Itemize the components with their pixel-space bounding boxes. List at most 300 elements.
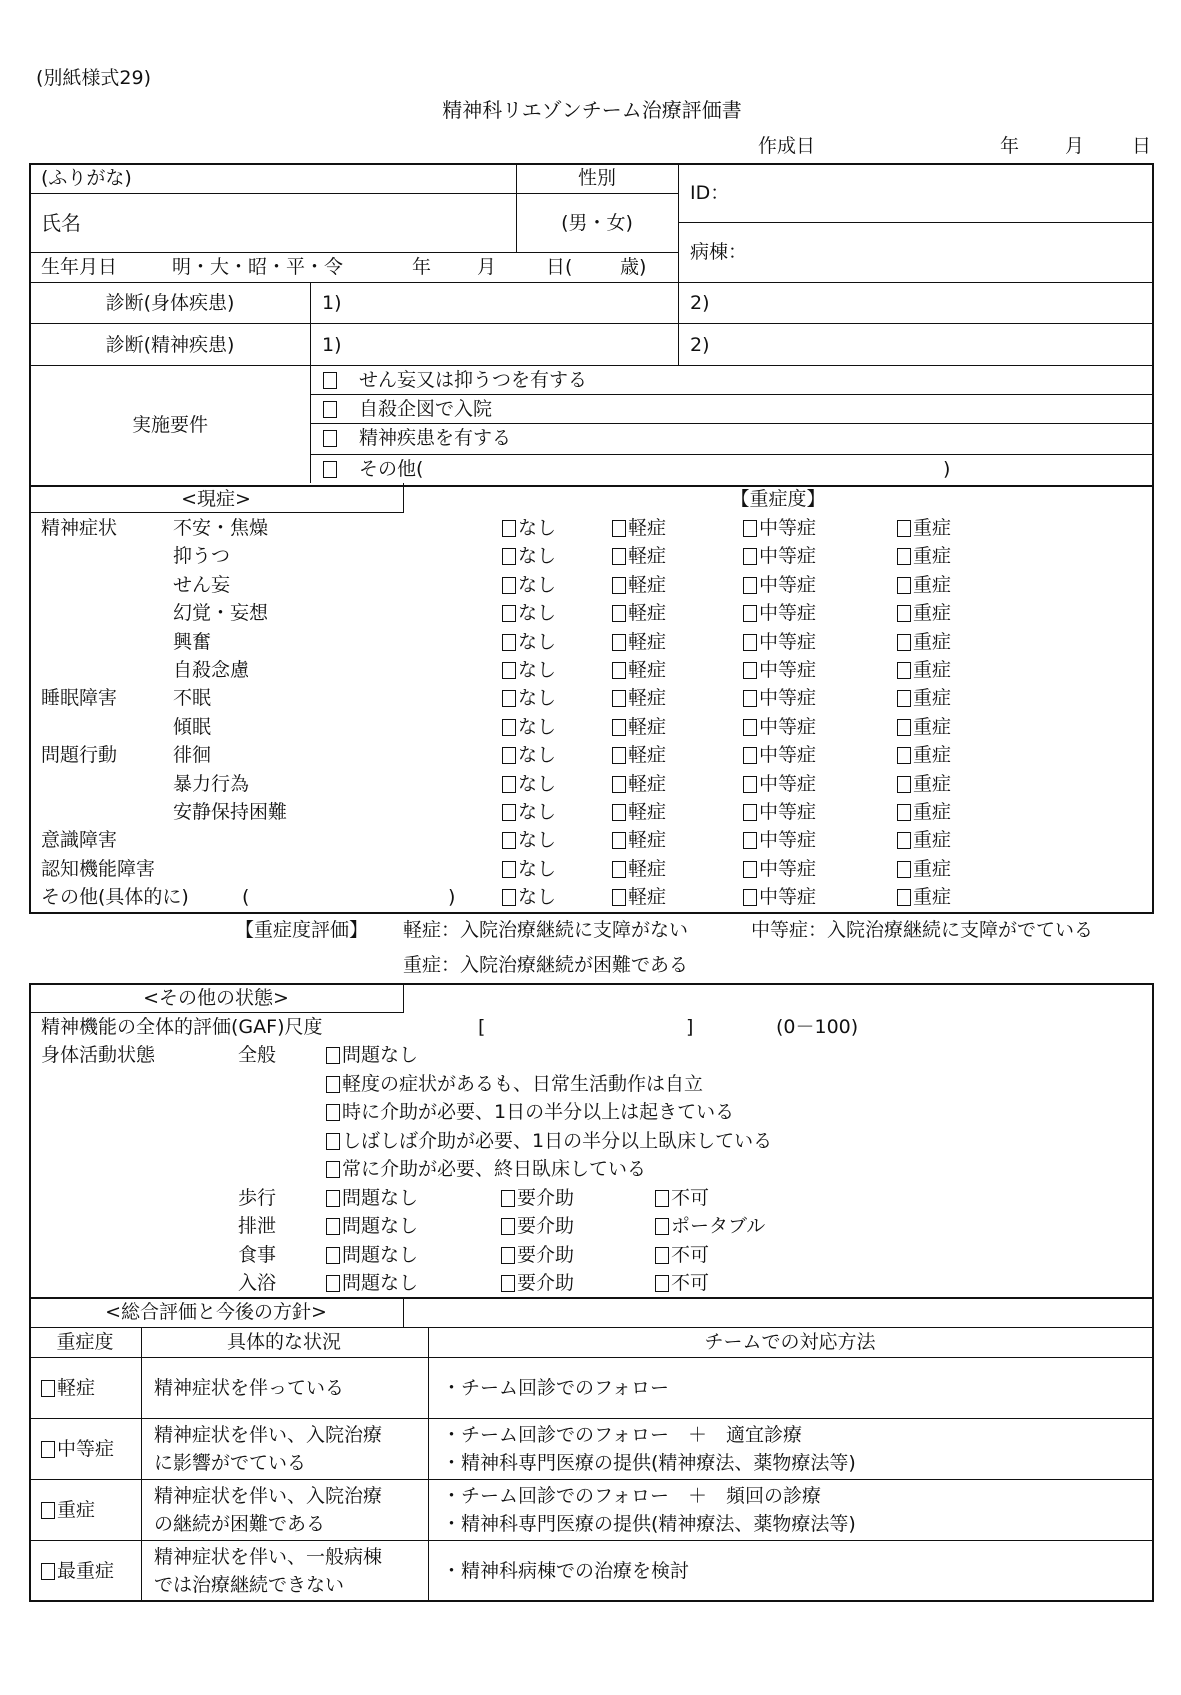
checkbox[interactable]	[326, 1218, 340, 1235]
symptoms-header: <現症>	[181, 488, 251, 510]
checkbox[interactable]	[41, 1502, 55, 1519]
requirement-label: せん妄又は抑うつを有する	[359, 369, 588, 391]
checkbox-label: 軽症	[628, 886, 667, 909]
checkbox[interactable]	[326, 1076, 340, 1093]
summary-response: ・チーム回診でのフォロー	[442, 1376, 670, 1399]
checkbox-label: なし	[518, 630, 557, 653]
created-month: 月	[1065, 135, 1085, 157]
checkbox[interactable]	[502, 605, 516, 622]
checkbox-label: 要介助	[517, 1187, 575, 1209]
adl-option[interactable]	[326, 1272, 418, 1294]
checkbox[interactable]	[501, 1190, 515, 1207]
severity-option-3[interactable]	[897, 602, 951, 624]
requirement-item[interactable]	[323, 427, 511, 449]
checkbox-label: 時に介助が必要、1日の半分以上は起きている	[342, 1101, 735, 1123]
severity-option-1[interactable]	[612, 744, 666, 766]
checkbox[interactable]	[41, 1380, 55, 1397]
checkbox[interactable]	[743, 776, 757, 793]
severity-option-2[interactable]	[743, 829, 816, 851]
checkbox[interactable]	[897, 634, 911, 651]
severity-option-3[interactable]	[897, 886, 951, 908]
checkbox[interactable]	[323, 461, 337, 478]
checkbox[interactable]	[743, 520, 757, 537]
checkbox-label: 重症	[913, 801, 952, 823]
gaf-input[interactable]	[490, 1014, 680, 1040]
symptom-item: 安静保持困難	[173, 801, 288, 823]
adl-option[interactable]	[326, 1215, 418, 1237]
checkbox[interactable]	[612, 634, 626, 651]
symptom-category: 認知機能障害	[41, 857, 156, 880]
summary-response: ・精神科病棟での治療を検討	[442, 1559, 690, 1582]
checkbox[interactable]	[743, 577, 757, 594]
checkbox-label: 重症	[913, 545, 952, 568]
adl-option[interactable]	[501, 1244, 574, 1266]
checkbox-label: 重症	[913, 573, 952, 596]
row-divider	[29, 1479, 1152, 1480]
severity-option-2[interactable]	[743, 773, 816, 795]
symptom-category: 意識障害	[41, 829, 118, 852]
checkbox[interactable]	[743, 832, 757, 849]
checkbox[interactable]	[743, 690, 757, 707]
checkbox-label: なし	[518, 829, 557, 852]
summary-severity-option[interactable]	[41, 1438, 114, 1460]
gaf-close: ]	[686, 1016, 694, 1038]
checkbox[interactable]	[743, 662, 757, 679]
summary-col-response: チームでの対応方法	[704, 1331, 876, 1353]
severity-option-1[interactable]	[612, 801, 666, 823]
severity-option-2[interactable]	[743, 602, 816, 624]
checkbox[interactable]	[326, 1133, 340, 1150]
severity-eval-severe: 重症：入院治療継続が困難である	[403, 954, 689, 976]
symptom-item: 暴力行為	[173, 772, 250, 795]
adl-option[interactable]	[326, 1244, 418, 1266]
checkbox[interactable]	[41, 1441, 55, 1458]
general-label: 全般	[238, 1044, 277, 1066]
severity-option-2[interactable]	[743, 659, 816, 681]
severity-option-1[interactable]	[612, 829, 666, 851]
requirement-label: その他(	[359, 458, 424, 480]
checkbox-label: なし	[518, 744, 557, 767]
checkbox-label: 重症	[913, 715, 952, 738]
checkbox[interactable]	[743, 861, 757, 878]
checkbox[interactable]	[612, 548, 626, 565]
checkbox[interactable]	[326, 1190, 340, 1207]
checkbox[interactable]	[501, 1247, 515, 1264]
checkbox-label: なし	[518, 602, 557, 625]
checkbox-label: なし	[518, 687, 557, 710]
severity-option-1[interactable]	[612, 687, 666, 709]
checkbox-label: 軽症	[628, 602, 667, 625]
checkbox[interactable]	[502, 634, 516, 651]
checkbox[interactable]	[743, 747, 757, 764]
checkbox-label: 軽症	[628, 801, 667, 823]
general-option[interactable]	[326, 1130, 772, 1152]
symptom-item: 不安・焦燥	[173, 517, 269, 539]
severity-option-1[interactable]	[612, 886, 666, 908]
severity-header: 【重症度】	[730, 488, 826, 510]
checkbox[interactable]	[743, 605, 757, 622]
severity-option-3[interactable]	[897, 545, 951, 567]
checkbox-label: 問題なし	[342, 1243, 419, 1266]
checkbox-label: 軽症	[628, 517, 667, 539]
symptom-item-close: )	[448, 886, 456, 909]
symptom-item: せん妄	[173, 573, 231, 596]
adl-option[interactable]	[326, 1187, 418, 1209]
checkbox-label: 中等症	[759, 772, 817, 795]
birthdate-era[interactable]: 明・大・昭・平・令	[172, 256, 344, 278]
checkbox[interactable]	[501, 1218, 515, 1235]
severity-option-0[interactable]	[502, 517, 556, 539]
severity-eval-mild: 軽症：入院治療継続に支障がない	[403, 919, 689, 941]
created-day: 日	[1132, 135, 1152, 157]
checkbox[interactable]	[612, 719, 626, 736]
checkbox-label: 重症	[913, 517, 952, 539]
checkbox[interactable]	[326, 1047, 340, 1064]
severity-option-1[interactable]	[612, 574, 666, 596]
diagnosis-mental-2[interactable]: 2)	[690, 334, 710, 356]
checkbox[interactable]	[897, 832, 911, 849]
severity-option-1[interactable]	[612, 773, 666, 795]
checkbox[interactable]	[897, 548, 911, 565]
checkbox-label: 中等症	[759, 659, 817, 681]
checkbox-label: 中等症	[759, 801, 817, 823]
adl-option[interactable]	[501, 1187, 574, 1209]
other-state-header: <その他の状態>	[143, 987, 289, 1009]
symptom-category: 睡眠障害	[41, 687, 118, 710]
severity-option-3[interactable]	[897, 716, 951, 738]
checkbox-label: 中等症	[759, 829, 817, 852]
summary-situation: の継続が困難である	[154, 1512, 326, 1535]
summary-severity-option[interactable]	[41, 1377, 95, 1399]
checkbox-label: 常に介助が必要、終日臥床している	[342, 1158, 647, 1180]
checkbox-label: 軽症	[628, 545, 667, 568]
diagnosis-physical-1[interactable]: 1)	[322, 292, 342, 314]
checkbox[interactable]	[612, 832, 626, 849]
severity-option-3[interactable]	[897, 773, 951, 795]
severity-option-2[interactable]	[743, 545, 816, 567]
adl-option[interactable]	[655, 1272, 709, 1294]
checkbox-label: 軽症	[57, 1376, 96, 1399]
checkbox[interactable]	[326, 1247, 340, 1264]
name-field[interactable]: 氏名	[41, 211, 81, 235]
checkbox[interactable]	[612, 747, 626, 764]
checkbox[interactable]	[502, 690, 516, 707]
checkbox[interactable]	[612, 605, 626, 622]
checkbox[interactable]	[41, 1563, 55, 1580]
severity-option-0[interactable]	[502, 801, 556, 823]
checkbox[interactable]	[655, 1275, 669, 1292]
checkbox[interactable]	[326, 1275, 340, 1292]
checkbox[interactable]	[502, 776, 516, 793]
checkbox[interactable]	[897, 776, 911, 793]
checkbox-label: 中等症	[759, 630, 817, 653]
requirements-label: 実施要件	[131, 414, 209, 436]
severity-option-2[interactable]	[743, 886, 816, 908]
checkbox-label: 中等症	[759, 744, 817, 767]
checkbox-label: なし	[518, 573, 557, 596]
requirement-item[interactable]	[323, 369, 587, 391]
checkbox-label: 重症	[57, 1498, 96, 1521]
checkbox-label: なし	[518, 517, 557, 539]
checkbox-label: 中等症	[57, 1437, 115, 1460]
checkbox[interactable]	[501, 1275, 515, 1292]
symptom-item: 傾眠	[173, 715, 212, 738]
checkbox-label: なし	[518, 772, 557, 795]
adl-option[interactable]	[655, 1187, 709, 1209]
general-option[interactable]	[326, 1073, 703, 1095]
severity-option-0[interactable]	[502, 886, 556, 908]
checkbox-label: なし	[518, 801, 557, 823]
checkbox-label: 不可	[671, 1187, 710, 1209]
severity-eval-moderate: 中等症：入院治療継続に支障がでている	[751, 919, 1094, 941]
id-field[interactable]: ID：	[690, 182, 730, 204]
checkbox-label: しばしば介助が必要、1日の半分以上臥床している	[342, 1129, 773, 1152]
severity-option-3[interactable]	[897, 687, 951, 709]
checkbox[interactable]	[612, 690, 626, 707]
checkbox[interactable]	[655, 1247, 669, 1264]
checkbox-label: 問題なし	[342, 1215, 419, 1238]
severity-option-2[interactable]	[743, 744, 816, 766]
sex-options[interactable]: (男・女)	[561, 212, 633, 234]
checkbox[interactable]	[897, 861, 911, 878]
checkbox-label: なし	[518, 659, 557, 681]
checkbox-label: ポータブル	[671, 1215, 766, 1238]
checkbox[interactable]	[326, 1104, 340, 1121]
checkbox[interactable]	[655, 1218, 669, 1235]
summary-situation: 精神症状を伴い、一般病棟	[154, 1545, 383, 1568]
ward-field[interactable]: 病棟：	[690, 241, 748, 263]
created-year: 年	[1000, 135, 1020, 157]
checkbox-label: 中等症	[759, 715, 817, 738]
general-option[interactable]	[326, 1044, 418, 1066]
severity-option-2[interactable]	[743, 858, 816, 880]
checkbox[interactable]	[612, 861, 626, 878]
checkbox-label: 問題なし	[342, 1187, 419, 1209]
severity-option-2[interactable]	[743, 631, 816, 653]
adl-option[interactable]	[655, 1244, 709, 1266]
checkbox-label: 中等症	[759, 545, 817, 568]
created-date-label: 作成日	[758, 135, 816, 157]
severity-option-1[interactable]	[612, 716, 666, 738]
requirement-item[interactable]	[323, 458, 423, 480]
furigana-field[interactable]: (ふりがな)	[41, 167, 132, 189]
checkbox[interactable]	[502, 889, 516, 906]
severity-option-0[interactable]	[502, 659, 556, 681]
severity-option-0[interactable]	[502, 574, 556, 596]
severity-option-1[interactable]	[612, 631, 666, 653]
summary-response: ・精神科専門医療の提供(精神療法、薬物療法等)	[442, 1512, 856, 1535]
severity-option-0[interactable]	[502, 744, 556, 766]
severity-option-0[interactable]	[502, 687, 556, 709]
symptom-item: 興奮	[173, 630, 212, 653]
checkbox[interactable]	[502, 577, 516, 594]
severity-option-3[interactable]	[897, 829, 951, 851]
severity-eval-label: 【重症度評価】	[235, 919, 369, 941]
checkbox[interactable]	[502, 662, 516, 679]
checkbox-label: 軽度の症状があるも、日常生活動作は自立	[342, 1072, 704, 1095]
checkbox[interactable]	[897, 605, 911, 622]
severity-option-0[interactable]	[502, 716, 556, 738]
requirement-other-close: )	[943, 458, 951, 480]
summary-response: ・チーム回診でのフォロー ＋ 適宜診療	[442, 1423, 803, 1446]
symptom-other-input[interactable]	[256, 884, 441, 910]
summary-severity-option[interactable]	[41, 1499, 95, 1521]
severity-option-2[interactable]	[743, 517, 816, 539]
checkbox-label: 問題なし	[342, 1272, 419, 1295]
severity-option-0[interactable]	[502, 829, 556, 851]
general-option[interactable]	[326, 1101, 734, 1123]
checkbox[interactable]	[323, 401, 337, 418]
checkbox[interactable]	[502, 548, 516, 565]
checkbox-label: 重症	[913, 744, 952, 767]
checkbox[interactable]	[502, 804, 516, 821]
gaf-open: [	[478, 1016, 486, 1038]
summary-col-situation: 具体的な状況	[226, 1331, 342, 1353]
severity-option-2[interactable]	[743, 716, 816, 738]
checkbox-label: 要介助	[517, 1272, 575, 1295]
checkbox-label: 軽症	[628, 829, 667, 852]
checkbox[interactable]	[897, 719, 911, 736]
severity-option-0[interactable]	[502, 545, 556, 567]
checkbox[interactable]	[897, 889, 911, 906]
severity-option-1[interactable]	[612, 659, 666, 681]
summary-severity-option[interactable]	[41, 1560, 114, 1582]
checkbox[interactable]	[612, 577, 626, 594]
checkbox[interactable]	[743, 719, 757, 736]
checkbox-label: 重症	[913, 772, 952, 795]
checkbox[interactable]	[502, 747, 516, 764]
checkbox[interactable]	[502, 719, 516, 736]
symptom-item: 徘徊	[173, 744, 212, 767]
summary-response: ・チーム回診でのフォロー ＋ 頻回の診療	[442, 1484, 822, 1507]
symptom-category: その他(具体的に)	[41, 886, 189, 909]
severity-option-3[interactable]	[897, 574, 951, 596]
checkbox-label: 重症	[913, 659, 952, 681]
severity-option-0[interactable]	[502, 858, 556, 880]
checkbox[interactable]	[743, 634, 757, 651]
severity-option-3[interactable]	[897, 744, 951, 766]
birthdate-label: 生年月日	[41, 256, 118, 278]
severity-option-3[interactable]	[897, 631, 951, 653]
diagnosis-physical-label: 診断(身体疾患)	[105, 292, 235, 314]
severity-option-2[interactable]	[743, 574, 816, 596]
diagnosis-mental-label: 診断(精神疾患)	[105, 334, 235, 356]
checkbox[interactable]	[612, 804, 626, 821]
checkbox-label: 軽症	[628, 573, 667, 596]
checkbox-label: なし	[518, 545, 557, 568]
checkbox-label: 軽症	[628, 744, 667, 767]
severity-option-3[interactable]	[897, 858, 951, 880]
adl-option[interactable]	[501, 1272, 574, 1294]
symptom-item: 抑うつ	[173, 545, 231, 568]
birth-age: 歳)	[620, 256, 647, 278]
adl-option[interactable]	[655, 1215, 765, 1237]
checkbox-label: 軽症	[628, 659, 667, 681]
checkbox-label: 重症	[913, 857, 952, 880]
severity-option-3[interactable]	[897, 659, 951, 681]
adl-label: 入浴	[238, 1272, 277, 1295]
checkbox[interactable]	[897, 804, 911, 821]
adl-option[interactable]	[501, 1215, 574, 1237]
checkbox[interactable]	[743, 548, 757, 565]
symptom-item: (	[242, 886, 250, 909]
severity-option-0[interactable]	[502, 631, 556, 653]
row-divider	[29, 1418, 1152, 1419]
checkbox[interactable]	[897, 520, 911, 537]
checkbox-label: 中等症	[759, 886, 817, 909]
gaf-range: (0－100)	[776, 1016, 859, 1038]
activity-label: 身体活動状態	[41, 1044, 156, 1066]
severity-option-2[interactable]	[743, 801, 816, 823]
severity-option-0[interactable]	[502, 773, 556, 795]
birth-month: 月	[477, 256, 497, 278]
adl-label: 排泄	[238, 1215, 277, 1238]
checkbox[interactable]	[743, 804, 757, 821]
checkbox[interactable]	[502, 861, 516, 878]
checkbox[interactable]	[655, 1190, 669, 1207]
checkbox-label: 不可	[671, 1272, 710, 1295]
summary-situation: では治療継続できない	[154, 1573, 345, 1596]
severity-option-1[interactable]	[612, 517, 666, 539]
checkbox-label: 最重症	[57, 1559, 115, 1582]
checkbox[interactable]	[743, 889, 757, 906]
checkbox[interactable]	[502, 832, 516, 849]
general-option[interactable]	[326, 1158, 646, 1180]
checkbox[interactable]	[897, 577, 911, 594]
checkbox[interactable]	[323, 430, 337, 447]
checkbox[interactable]	[897, 747, 911, 764]
checkbox[interactable]	[897, 690, 911, 707]
checkbox-label: 軽症	[628, 630, 667, 653]
severity-option-3[interactable]	[897, 801, 951, 823]
checkbox[interactable]	[612, 776, 626, 793]
gaf-label: 精神機能の全体的評価(GAF)尺度	[41, 1016, 323, 1038]
symptom-item: 自殺念慮	[173, 659, 250, 681]
checkbox-label: 中等症	[759, 857, 817, 880]
checkbox[interactable]	[502, 520, 516, 537]
severity-option-3[interactable]	[897, 517, 951, 539]
diagnosis-mental-1[interactable]: 1)	[322, 334, 342, 356]
severity-option-2[interactable]	[743, 687, 816, 709]
checkbox-label: 中等症	[759, 517, 817, 539]
checkbox[interactable]	[612, 520, 626, 537]
birth-year: 年	[412, 256, 432, 278]
checkbox-label: なし	[518, 857, 557, 880]
severity-option-1[interactable]	[612, 602, 666, 624]
diagnosis-physical-2[interactable]: 2)	[690, 292, 710, 314]
severity-option-1[interactable]	[612, 545, 666, 567]
checkbox[interactable]	[897, 662, 911, 679]
adl-label: 食事	[238, 1243, 277, 1266]
birth-day: 日(	[546, 256, 573, 278]
symptom-item: 幻覚・妄想	[173, 602, 269, 625]
checkbox-label: 中等症	[759, 573, 817, 596]
checkbox-label: 軽症	[628, 715, 667, 738]
checkbox-label: 中等症	[759, 687, 817, 710]
severity-option-0[interactable]	[502, 602, 556, 624]
requirement-item[interactable]	[323, 398, 492, 420]
symptom-category: 精神症状	[41, 517, 118, 539]
checkbox[interactable]	[612, 889, 626, 906]
checkbox-label: 軽症	[628, 772, 667, 795]
severity-option-1[interactable]	[612, 858, 666, 880]
checkbox-label: 要介助	[517, 1215, 575, 1238]
checkbox[interactable]	[323, 372, 337, 389]
symptom-item: 不眠	[173, 687, 212, 710]
checkbox[interactable]	[612, 662, 626, 679]
checkbox[interactable]	[326, 1161, 340, 1178]
checkbox-label: 中等症	[759, 602, 817, 625]
